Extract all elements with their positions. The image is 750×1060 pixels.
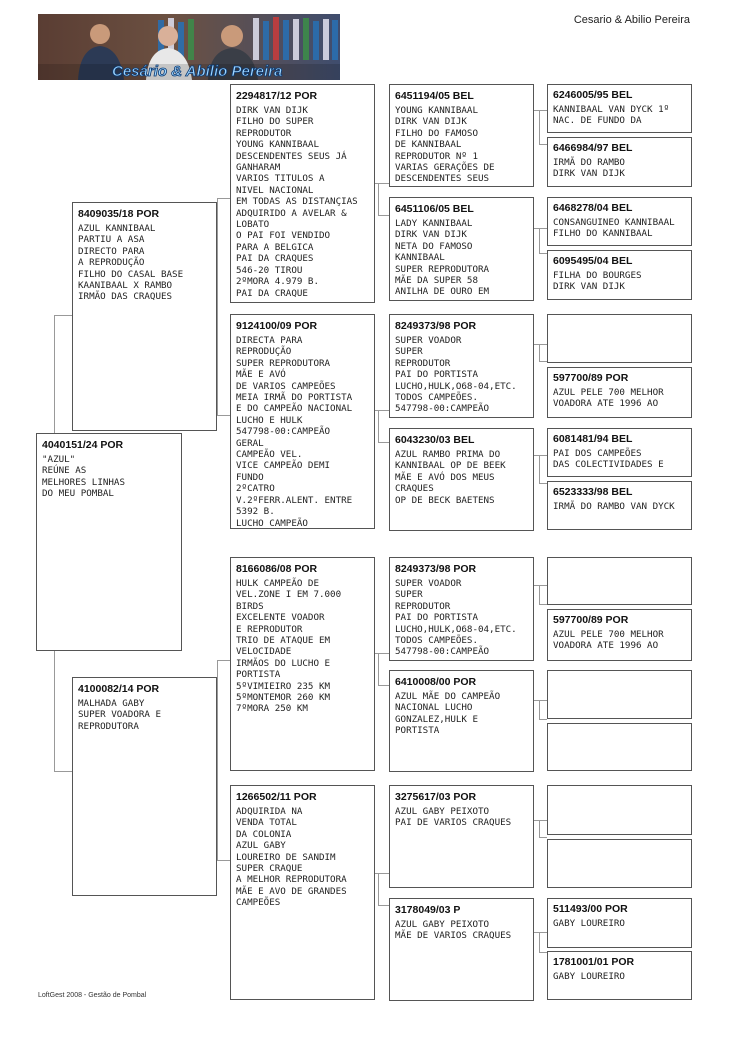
ring-number: 6410008/00 POR [395,676,477,688]
pedigree-card-gen3-4[interactable] [389,428,534,531]
pedigree-card-gen4-5[interactable] [547,314,692,363]
connector [378,215,389,216]
ring-number: 9124100/09 POR [236,320,318,332]
bird-description: AZUL GABY PEIXOTO PAI DE VARIOS CRAQUES [395,806,512,829]
ring-number: 6523333/98 BEL [553,486,633,498]
connector [217,198,218,415]
connector [534,110,547,111]
ring-number: 6466984/97 BEL [553,142,633,154]
connector [378,873,379,905]
connector [217,660,218,860]
bird-description: PAI DOS CAMPEÕES DAS COLECTIVIDADES E [553,448,664,471]
connector [534,344,547,345]
connector [539,144,547,145]
pedigree-card-gen3-1[interactable] [389,84,534,187]
connector [539,585,540,604]
ring-number: 1266502/11 POR [236,791,317,803]
ring-number: 6095495/04 BEL [553,255,633,267]
connector [539,700,540,719]
pedigree-card-gen4-4[interactable] [547,250,692,300]
connector [534,932,547,933]
page-owner-name: Cesario & Abilio Pereira [573,14,690,26]
pedigree-card-gen3-8[interactable] [389,898,534,1001]
bird-description: FILHA DO BOURGES DIRK VAN DIJK [553,270,642,293]
ring-number: 597700/89 POR [553,614,629,626]
pedigree-card-gen4-11[interactable] [547,670,692,719]
pedigree-card-subject[interactable] [36,433,182,651]
connector [217,860,230,861]
connector [539,719,547,720]
pedigree-card-gen4-2[interactable] [547,137,692,187]
connector [54,771,72,772]
connector [534,585,547,586]
bird-description: AZUL PELE 700 MELHOR VOADORA ATE 1996 AO [553,387,664,410]
pedigree-card-gen4-15[interactable] [547,898,692,948]
connector [539,483,547,484]
bird-description: AZUL RAMBO PRIMA DO KANNIBAAL OP DE BEEK MÃE E AVÓ DOS MEUS CRAQUES OP DE BECK BAETENS [395,449,506,506]
banner-title: Cesário & Abílio Pereira [112,63,283,80]
ring-number: 6468278/04 BEL [553,202,633,214]
bird-description: SUPER VOADOR SUPER REPRODUTOR PAI DO PORTISTA LUCHO,HULK,O68-04,ETC. TODOS CAMPEÕES. 547798-00:CAMPEÃO [395,335,517,415]
bird-description: GABY LOUREIRO [553,918,625,929]
pedigree-card-gen4-3[interactable] [547,197,692,246]
pedigree-card-sire[interactable] [72,202,217,431]
bird-description: GABY LOUREIRO [553,971,625,982]
pedigree-card-sire-sire[interactable] [230,84,375,303]
ring-number: 6451194/05 BEL [395,90,474,102]
pedigree-card-dam[interactable] [72,677,217,896]
ring-number: 597700/89 POR [553,372,629,384]
ring-number: 6043230/03 BEL [395,434,475,446]
pedigree-card-gen4-16[interactable] [547,951,692,1000]
ring-number: 8409035/18 POR [78,208,160,220]
bird-description: IRMÃ DO RAMBO VAN DYCK [553,501,675,512]
connector [539,604,547,605]
ring-number: 8249373/98 POR [395,563,477,575]
footer-credit: LoftGest 2008 - Gestão de Pombal [38,992,147,999]
ring-number: 8249373/98 POR [395,320,477,332]
connector [539,253,547,254]
pedigree-card-gen4-8[interactable] [547,481,692,530]
pedigree-card-gen4-12[interactable] [547,723,692,771]
connector [539,110,540,144]
pedigree-card-gen3-7[interactable] [389,785,534,888]
bird-description: LADY KANNIBAAL DIRK VAN DIJK NETA DO FAMOSO KANNIBAAL SUPER REPRODUTORA MÃE DA SUPER 58 ANILHA DE OURO EM [395,218,490,298]
connector [539,932,540,952]
ring-number: 511493/00 POR [553,903,628,915]
pedigree-card-gen4-6[interactable] [547,367,692,418]
connector [378,685,389,686]
pedigree-card-gen3-6[interactable] [389,670,534,772]
ring-number: 8166086/08 POR [236,563,318,575]
pedigree-card-gen3-2[interactable] [389,197,534,301]
bird-description: AZUL PELE 700 MELHOR VOADORA ATE 1996 AO [553,629,664,652]
pedigree-card-gen4-7[interactable] [547,428,692,477]
pedigree-card-sire-dam[interactable] [230,314,375,529]
pedigree-card-gen4-9[interactable] [547,557,692,605]
pedigree-card-gen4-13[interactable] [547,785,692,835]
ring-number: 3178049/03 P [395,904,461,916]
bird-description: CONSANGUINEO KANNIBAAL FILHO DO KANNIBAAL [553,217,675,240]
connector [378,905,389,906]
bird-description: ADQUIRIDA NA VENDA TOTAL DA COLONIA AZUL GABY LOUREIRO DE SANDIM SUPER CRAQUE A MELHOR REPRODUTORA MÃE E AVO DE GRANDES CAMPEÕES [236,806,347,909]
bird-description: DIRECTA PARA REPRODUÇÃO SUPER REPRODUTORA MÃE E AVÓ DE VARIOS CAMPEÕES MEIA IRMÃ DO PORTISTA E DO CAMPEÃO NACIONAL LUCHO E HULK 547798-00:CAMPEÃO GERAL CAMPEÃO VEL. VICE CAMPEÃO DEMI FUNDO 2ºCATRO V.2ºFERR.ALENT. ENTRE 5392 B. LUCHO CAMPEÃO [236,335,353,529]
bird-description: IRMÃ DO RAMBO DIRK VAN DIJK [553,157,625,180]
bird-description: AZUL MÃE DO CAMPEÃO NACIONAL LUCHO GONZALEZ,HULK E PORTISTA [395,691,501,737]
bird-description: YOUNG KANNIBAAL DIRK VAN DIJK FILHO DO FAMOSO DE KANNIBAAL REPRODUTOR Nº 1 VARIAS GERAÇÕES DE DESCENDENTES SEUS [395,105,495,185]
pedigree-card-gen3-3[interactable] [389,314,534,418]
connector [534,820,547,821]
connector [378,410,379,442]
connector [378,183,379,215]
ring-number: 6451106/05 BEL [395,203,474,215]
connector [378,653,379,685]
ring-number: 4040151/24 POR [42,439,124,451]
bird-description: KANNIBAAL VAN DYCK 1º NAC. DE FUNDO DA [553,104,670,127]
ring-number: 1781001/01 POR [553,956,635,968]
connector [539,952,547,953]
banner-image [38,14,340,80]
connector [217,415,230,416]
connector [217,198,230,199]
pedigree-card-gen4-14[interactable] [547,839,692,888]
connector [539,228,540,253]
ring-number: 2294817/12 POR [236,90,318,102]
connector [539,455,540,483]
pedigree-card-dam-dam[interactable] [230,785,375,1000]
banner-photo [38,14,340,80]
bird-description: DIRK VAN DIJK FILHO DO SUPER REPRODUTOR YOUNG KANNIBAAL DESCENDENTES SEUS JÁ GANHARAM VARIOS TITULOS A NIVEL NACIONAL EM TODAS AS DISTANÇIAS ADQUIRIDO A AVELAR & LOBATO O PAI FOI VENDIDO PARA A BELGICA PAI DA CRAQUES 546-20 TIROU 2ºMORA 4.979 B. PAI DA CRAQUE [236,105,358,299]
connector [54,315,72,316]
ring-number: 6081481/94 BEL [553,433,633,445]
ring-number: 6246005/95 BEL [553,89,633,101]
pedigree-card-gen3-5[interactable] [389,557,534,661]
connector [534,455,547,456]
bird-description: AZUL GABY PEIXOTO MÃE DE VARIOS CRAQUES [395,919,512,942]
bird-description: MALHADA GABY SUPER VOADORA E REPRODUTORA [78,698,161,732]
ring-number: 4100082/14 POR [78,683,160,695]
connector [539,837,547,838]
bird-description: SUPER VOADOR SUPER REPRODUTOR PAI DO PORTISTA LUCHO,HULK,O68-04,ETC. TODOS CAMPEÕES. 547798-00:CAMPEÃO [395,578,517,658]
connector [534,228,547,229]
connector [217,660,230,661]
connector [539,820,540,837]
connector [539,361,547,362]
bird-description: "AZUL" REÚNE AS MELHORES LINHAS DO MEU POMBAL [42,454,125,500]
ring-number: 3275617/03 POR [395,791,477,803]
bird-description: AZUL KANNIBAAL PARTIU A ASA DIRECTO PARA A REPRODUÇÃO FILHO DO CASAL BASE KAANIBAAL X RAMBO IRMÃO DAS CRAQUES [78,223,184,303]
pedigree-card-gen4-1[interactable] [547,84,692,133]
connector [534,700,547,701]
pedigree-card-dam-sire[interactable] [230,557,375,771]
pedigree-card-gen4-10[interactable] [547,609,692,661]
connector [539,344,540,361]
connector [378,442,389,443]
bird-description: HULK CAMPEÃO DE VEL.ZONE I EM 7.000 BIRDS EXCELENTE VOADOR E REPRODUTOR TRIO DE ATAQUE EM VELOCIDADE IRMÃOS DO LUCHO E PORTISTA 5ºVIMIEIRO 235 KM 5ºMONTEMOR 260 KM 7ºMORA 250 KM [236,578,342,715]
